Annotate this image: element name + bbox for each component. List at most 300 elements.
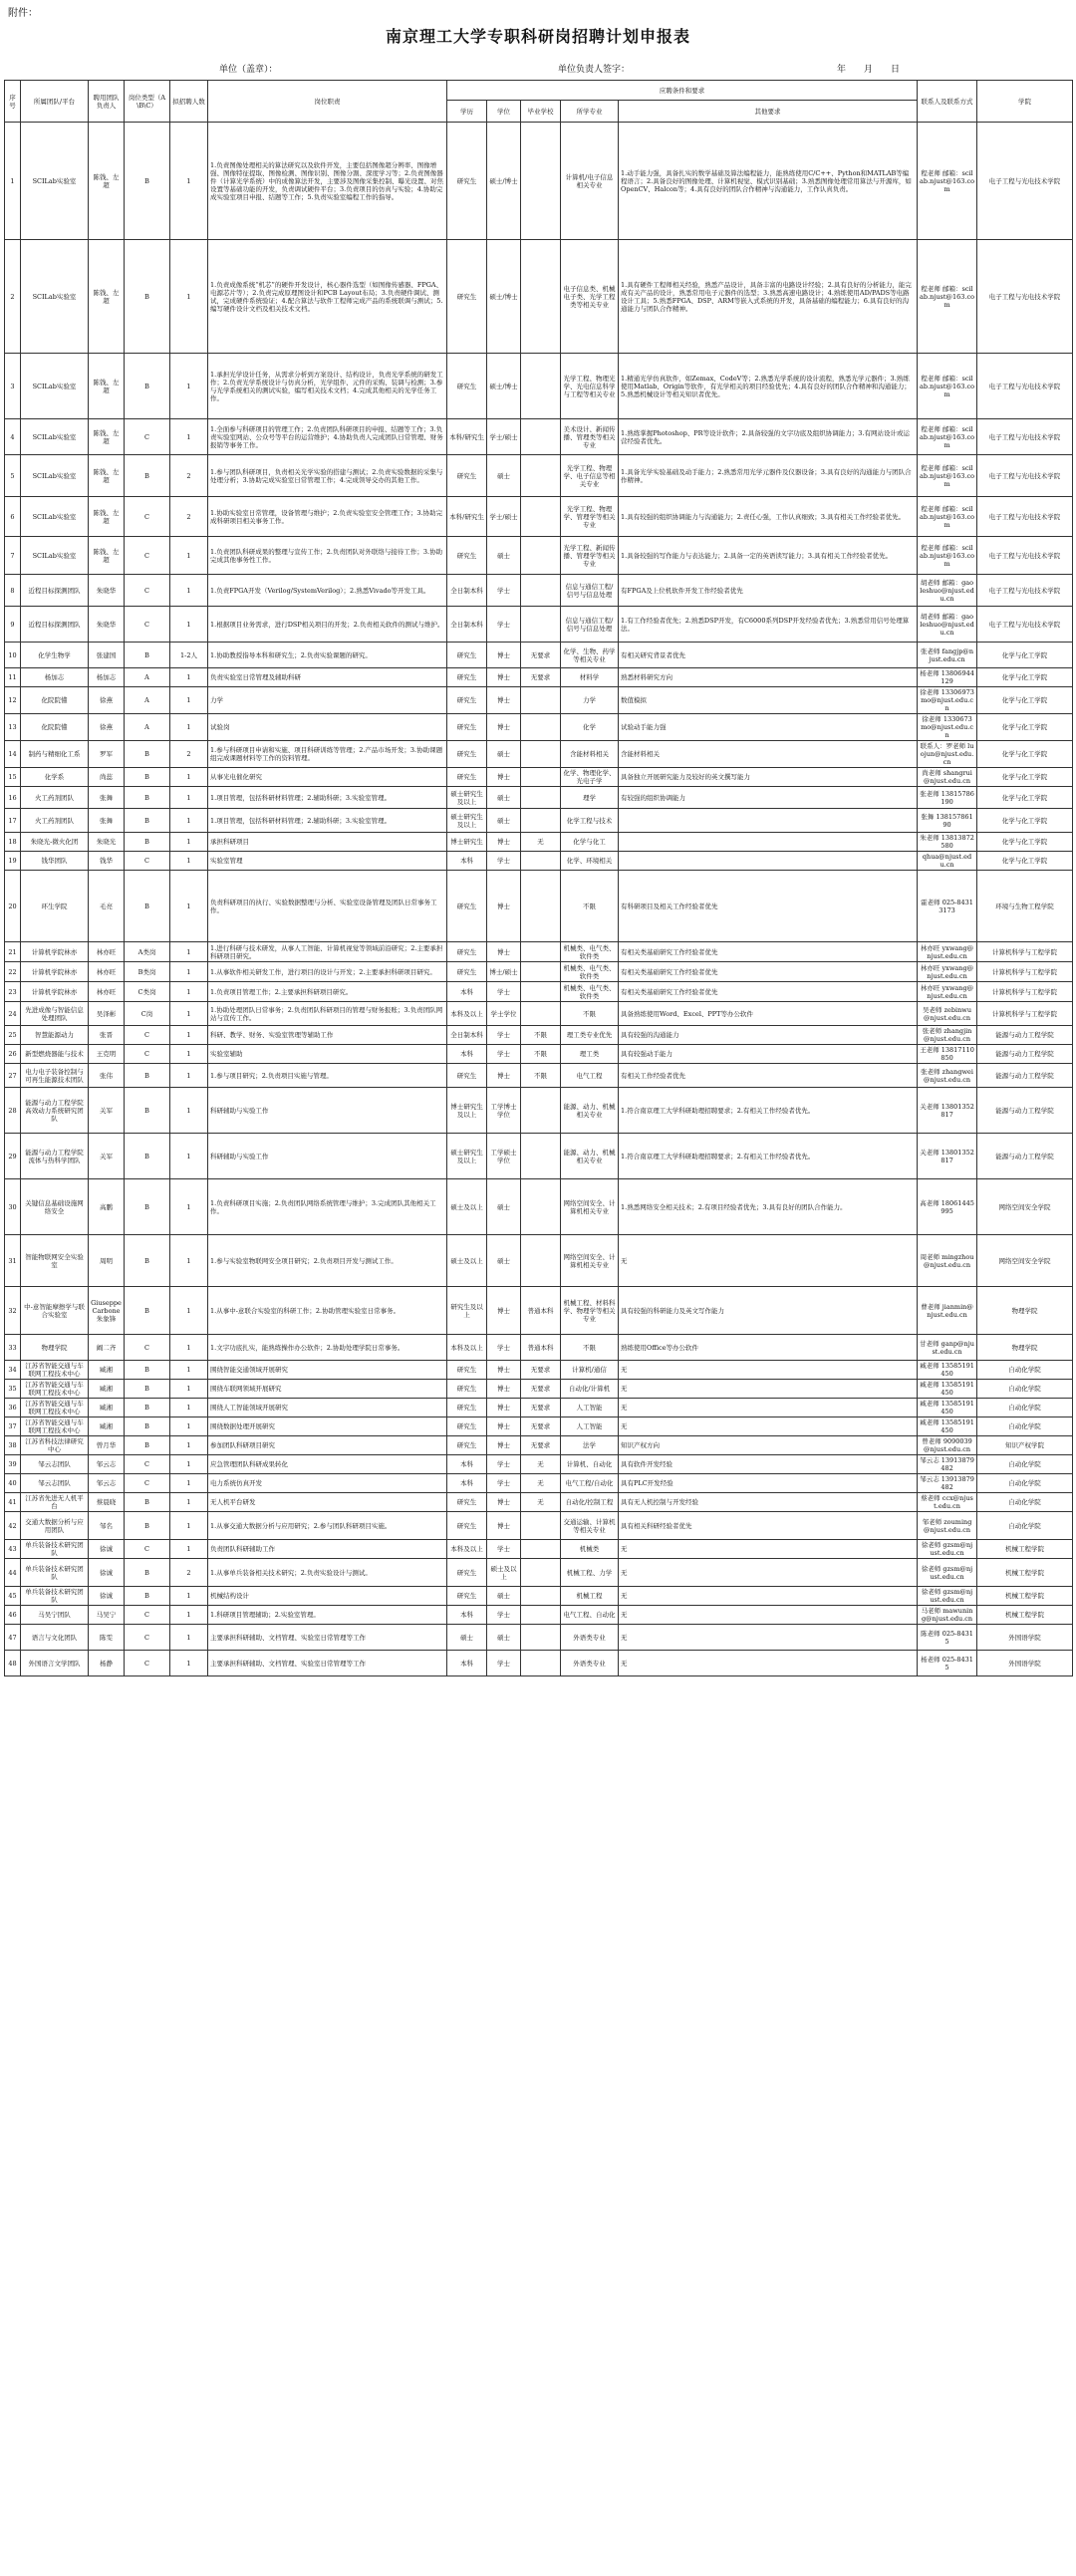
cell-college: 电子工程与光电技术学院: [977, 354, 1073, 419]
cell-count: 1: [170, 1512, 208, 1540]
cell-leader: 臧湘: [89, 1380, 125, 1399]
cell-leader: 曾月华: [89, 1436, 125, 1455]
table-row: [5, 1417, 1073, 1436]
cell-type: B: [125, 1361, 170, 1380]
cell-other: 具有较强的科研能力及英文写作能力: [619, 1287, 918, 1335]
cell-contact: 朱老师 13813872580: [918, 833, 977, 852]
cell-leader: 朱晓光: [89, 833, 125, 852]
cell-type: B: [125, 833, 170, 852]
cell-school: [521, 1134, 561, 1179]
cell-leader: 陈钱、左超: [89, 497, 125, 537]
cell-team: 江苏省智能交通与车联网工程技术中心: [21, 1399, 89, 1417]
cell-major: 光学工程、新闻传播、管理学等相关专业: [561, 537, 619, 575]
cell-type: B: [125, 1134, 170, 1179]
table-row: [5, 607, 1073, 643]
cell-major: 信息与通信工程/信号与信息处理: [561, 607, 619, 643]
cell-count: 1: [170, 714, 208, 741]
date-label: 年 月 日: [837, 65, 901, 75]
cell-contact: 林亦旺 yxwang@njust.edu.cn: [918, 962, 977, 982]
table-row: [5, 1335, 1073, 1361]
cell-major: 光学工程、物理学、电子信息等相关专业: [561, 455, 619, 497]
table-row: [5, 354, 1073, 419]
cell-leader: 张晋: [89, 1026, 125, 1045]
cell-other: 无: [619, 1625, 918, 1651]
cell-edu: 研究生: [447, 455, 487, 497]
cell-count: 1: [170, 1606, 208, 1625]
cell-team: 计算机学院林亦: [21, 962, 89, 982]
cell-school: 无要求: [521, 1399, 561, 1417]
cell-major: 人工智能: [561, 1399, 619, 1417]
cell-college: 能源与动力工程学院: [977, 1088, 1073, 1134]
cell-duty: 负责团队科研辅助工作: [208, 1540, 447, 1559]
table-row: [5, 982, 1073, 1002]
header-duty: 岗位职责: [208, 81, 447, 123]
cell-school: [521, 575, 561, 607]
cell-degree: 硕士: [487, 741, 521, 768]
cell-degree: 学士/硕士: [487, 497, 521, 537]
cell-major: 光学工程、物理学、管理学等相关专业: [561, 497, 619, 537]
cell-other: 熟悉材料研究方向: [619, 668, 918, 687]
cell-count: 1: [170, 1651, 208, 1676]
cell-school: 不限: [521, 1064, 561, 1088]
cell-team: SCILab实验室: [21, 123, 89, 240]
cell-edu: 本科: [447, 852, 487, 871]
cell-duty: 1.从事中-意联合实验室的科研工作；2.协助管理实验室日常事务。: [208, 1287, 447, 1335]
cell-no: 23: [5, 982, 21, 1002]
cell-college: 环境与生物工程学院: [977, 871, 1073, 942]
cell-no: 32: [5, 1287, 21, 1335]
table-row: [5, 833, 1073, 852]
cell-college: 自动化学院: [977, 1474, 1073, 1493]
cell-no: 34: [5, 1361, 21, 1380]
cell-other: 具有相关科研经验者优先: [619, 1512, 918, 1540]
cell-no: 28: [5, 1088, 21, 1134]
cell-school: [521, 354, 561, 419]
cell-count: 1: [170, 668, 208, 687]
table-row: [5, 942, 1073, 962]
cell-type: B: [125, 1380, 170, 1399]
cell-duty: 1.进行科研与技术研发，从事人工智能、计算机视觉等领域前沿研究；2.主要承担科研项目研究。: [208, 942, 447, 962]
cell-count: 1: [170, 687, 208, 714]
cell-team: 单兵装备技术研究团队: [21, 1559, 89, 1587]
cell-school: [521, 1235, 561, 1287]
table-row: [5, 419, 1073, 455]
cell-count: 1: [170, 1287, 208, 1335]
cell-leader: 张舞: [89, 787, 125, 809]
cell-count: 1-2人: [170, 643, 208, 668]
cell-edu: 研究生及以上: [447, 1287, 487, 1335]
cell-college: 自动化学院: [977, 1380, 1073, 1399]
cell-edu: 研究生: [447, 714, 487, 741]
cell-major: 外语类专业: [561, 1651, 619, 1676]
cell-major: 机械类、电气类、软件类: [561, 942, 619, 962]
cell-other: 有FPGA及上位机软件开发工作经验者优先: [619, 575, 918, 607]
cell-team: 智能物联网安全实验室: [21, 1235, 89, 1287]
cell-duty: 围绕人工智能领域开展研究: [208, 1399, 447, 1417]
cell-contact: 林亦旺 yxwang@njust.edu.cn: [918, 942, 977, 962]
cell-degree: 学士: [487, 575, 521, 607]
cell-edu: 全日制本科: [447, 575, 487, 607]
cell-type: B: [125, 354, 170, 419]
cell-type: C: [125, 1625, 170, 1651]
cell-contact: 臧老师 13585191450: [918, 1361, 977, 1380]
cell-edu: 本科及以上: [447, 1002, 487, 1026]
cell-team: 制药与精细化工系: [21, 741, 89, 768]
cell-major: 外语类专业: [561, 1625, 619, 1651]
cell-edu: 博士研究生及以上: [447, 1088, 487, 1134]
cell-team: 火工药剂团队: [21, 787, 89, 809]
cell-school: 无要求: [521, 668, 561, 687]
cell-count: 1: [170, 809, 208, 833]
cell-leader: 毛亮: [89, 871, 125, 942]
cell-school: 无: [521, 833, 561, 852]
cell-contact: 程老师 邮箱：scilab.njust@163.com: [918, 240, 977, 354]
cell-no: 12: [5, 687, 21, 714]
cell-contact: 程老师 邮箱：scilab.njust@163.com: [918, 123, 977, 240]
cell-type: A: [125, 668, 170, 687]
cell-count: 1: [170, 1625, 208, 1651]
cell-school: [521, 1587, 561, 1606]
cell-count: 1: [170, 1335, 208, 1361]
cell-leader: 陈雯: [89, 1625, 125, 1651]
cell-degree: 博士: [487, 1399, 521, 1417]
cell-other: 有相关类基础研究工作经验者优先: [619, 942, 918, 962]
cell-college: 外国语学院: [977, 1625, 1073, 1651]
cell-major: 机械类: [561, 1540, 619, 1559]
cell-degree: 学士: [487, 982, 521, 1002]
cell-type: C: [125, 1474, 170, 1493]
cell-major: 人工智能: [561, 1417, 619, 1436]
cell-no: 3: [5, 354, 21, 419]
cell-school: [521, 497, 561, 537]
cell-no: 1: [5, 123, 21, 240]
cell-contact: 臧老师 13585191450: [918, 1417, 977, 1436]
cell-duty: 负责实验室日常管理及辅助科研: [208, 668, 447, 687]
cell-edu: 全日制本科: [447, 607, 487, 643]
cell-no: 19: [5, 852, 21, 871]
cell-type: B: [125, 741, 170, 768]
cell-edu: 研究生: [447, 1436, 487, 1455]
cell-leader: 徐诚: [89, 1559, 125, 1587]
unit-label: 单位（盖章）：: [219, 65, 278, 75]
cell-team: SCILab实验室: [21, 455, 89, 497]
cell-type: C: [125, 1045, 170, 1064]
cell-degree: 学士: [487, 1335, 521, 1361]
cell-degree: 硕士: [487, 787, 521, 809]
cell-college: 化学与化工学院: [977, 809, 1073, 833]
cell-duty: 1.参与实验室物联网安全项目研究；2.负责项目开发与测试工作。: [208, 1235, 447, 1287]
cell-degree: 硕士: [487, 455, 521, 497]
cell-no: 22: [5, 962, 21, 982]
cell-edu: 本科及以上: [447, 1335, 487, 1361]
cell-contact: 关老师 13801352817: [918, 1088, 977, 1134]
cell-no: 9: [5, 607, 21, 643]
header-no: 序号: [5, 81, 21, 123]
cell-leader: 臧湘: [89, 1399, 125, 1417]
cell-duty: 1.负责图像处理相关的算法研究以及软件开发，主要包括图像超分辨率、图像增强、图像特征提取、图像检测、图像识别、图像分割、深度学习等；2.负责图像器件（计算光学系统）中的成像算法开发，主要涉及图像采集控制、曝光设置、对焦设置等基础功能的开发，负责调试硬件平台；3.负责项目的仿真与实验；4.协助完成实验室项目申报、结题等工作；5.负责实验室编程工作的指导。: [208, 123, 447, 240]
cell-school: [521, 1559, 561, 1587]
cell-duty: 应急管理团队科研成果转化: [208, 1455, 447, 1474]
cell-leader: 杨加志: [89, 668, 125, 687]
header-type: 岗位类型（A\B\C）: [125, 81, 170, 123]
cell-major: 美术设计、新闻传播、管理类等相关专业: [561, 419, 619, 455]
cell-no: 43: [5, 1540, 21, 1559]
cell-major: 信息与通信工程/信号与信息处理: [561, 575, 619, 607]
cell-no: 10: [5, 643, 21, 668]
table-row: [5, 1045, 1073, 1064]
cell-college: 能源与动力工程学院: [977, 1064, 1073, 1088]
cell-type: C: [125, 852, 170, 871]
cell-school: [521, 419, 561, 455]
cell-duty: 1.负责项目管理工作；2.主要承担科研项目研究。: [208, 982, 447, 1002]
cell-degree: 硕士: [487, 1235, 521, 1287]
cell-other: 1.具有较强的组织协调能力与沟通能力；2.责任心强，工作认真细致；3.具有相关工作经验者优先。: [619, 497, 918, 537]
cell-type: C: [125, 1026, 170, 1045]
cell-college: 知识产权学院: [977, 1436, 1073, 1455]
table-row: [5, 1587, 1073, 1606]
cell-type: B: [125, 1512, 170, 1540]
cell-team: 火工药剂团队: [21, 809, 89, 833]
cell-other: 具备独立开展研究能力及较好的英文撰写能力: [619, 768, 918, 787]
cell-duty: 1.参与项目研究；2.负责项目实施与管理。: [208, 1064, 447, 1088]
cell-other: 含能材料相关: [619, 741, 918, 768]
cell-major: 能源、动力、机械相关专业: [561, 1088, 619, 1134]
cell-leader: 陈钱、左超: [89, 455, 125, 497]
cell-team: 江苏省智能交通与车联网工程技术中心: [21, 1380, 89, 1399]
cell-other: 无: [619, 1235, 918, 1287]
cell-edu: 本科: [447, 1606, 487, 1625]
cell-duty: 参加团队科研项目研究: [208, 1436, 447, 1455]
cell-type: C: [125, 419, 170, 455]
table-row: [5, 643, 1073, 668]
cell-other: 1.熟练掌握Photoshop、PR等设计软件；2.具备较强的文字功底及组织协调能力；3.有网站设计或运营经验者优先。: [619, 419, 918, 455]
cell-school: [521, 1606, 561, 1625]
cell-major: 计算机/通信: [561, 1361, 619, 1380]
cell-contact: 张舞 13815786190: [918, 809, 977, 833]
cell-no: 38: [5, 1436, 21, 1455]
cell-edu: 研究生: [447, 687, 487, 714]
cell-other: 1.精通光学仿真软件，如Zemax、CodeV等；2.熟悉光学系统的设计流程，熟悉光学元器件；3.熟练使用Matlab、Origin等软件，有光学相关的项目经验优先；4.具有良好的团队合作精神和沟通能力；5.熟悉机械设计等相关知识者优先。: [619, 354, 918, 419]
cell-contact: 尚老师 shangrui@njust.edu.cn: [918, 768, 977, 787]
cell-edu: 本科/研究生: [447, 497, 487, 537]
cell-major: 机械工程、材料科学、物理学等相关专业: [561, 1287, 619, 1335]
cell-degree: 学士: [487, 1651, 521, 1676]
cell-edu: 硕士: [447, 1625, 487, 1651]
cell-major: 自动化/控制工程: [561, 1493, 619, 1512]
cell-school: 不限: [521, 1045, 561, 1064]
cell-school: 无要求: [521, 1417, 561, 1436]
cell-duty: 主要承担科研辅助、文档管理、实验室日常管理等工作: [208, 1651, 447, 1676]
cell-school: 无要求: [521, 1380, 561, 1399]
cell-type: C: [125, 607, 170, 643]
cell-edu: 本科/研究生: [447, 419, 487, 455]
cell-contact: 王老师 13817110850: [918, 1045, 977, 1064]
table-row: [5, 1436, 1073, 1455]
cell-no: 36: [5, 1399, 21, 1417]
cell-duty: 电力系统仿真开发: [208, 1474, 447, 1493]
cell-no: 4: [5, 419, 21, 455]
cell-team: 能源与动力工程学院高效动力系统研究团队: [21, 1088, 89, 1134]
cell-other: 有相关类基础研究工作经验者优先: [619, 982, 918, 1002]
cell-degree: 博士: [487, 1417, 521, 1436]
cell-contact: 邹老师 zouming@njust.edu.cn: [918, 1512, 977, 1540]
cell-school: [521, 787, 561, 809]
cell-college: 电子工程与光电技术学院: [977, 123, 1073, 240]
cell-contact: 程老师 邮箱：scilab.njust@163.com: [918, 537, 977, 575]
cell-contact: 张老师 zhangjin@njust.edu.cn: [918, 1026, 977, 1045]
header-conditions: 应聘条件和要求: [447, 81, 918, 101]
cell-count: 1: [170, 419, 208, 455]
cell-count: 1: [170, 123, 208, 240]
cell-school: [521, 240, 561, 354]
cell-degree: 博士: [487, 714, 521, 741]
cell-no: 7: [5, 537, 21, 575]
cell-leader: 林亦旺: [89, 962, 125, 982]
cell-college: 计算机科学与工程学院: [977, 942, 1073, 962]
cell-duty: 实验室辅助: [208, 1045, 447, 1064]
cell-duty: 力学: [208, 687, 447, 714]
cell-contact: 陈老师 025-84315: [918, 1625, 977, 1651]
cell-leader: 邹云志: [89, 1455, 125, 1474]
cell-contact: 徐老师 1330673mo@njust.edu.cn: [918, 714, 977, 741]
cell-other: [619, 852, 918, 871]
cell-type: C: [125, 1335, 170, 1361]
cell-no: 15: [5, 768, 21, 787]
cell-major: 力学: [561, 687, 619, 714]
cell-team: 智慧能源动力: [21, 1026, 89, 1045]
cell-school: 无: [521, 1493, 561, 1512]
cell-count: 1: [170, 240, 208, 354]
cell-major: 材料学: [561, 668, 619, 687]
cell-type: B: [125, 1179, 170, 1235]
cell-major: 化学与化工: [561, 833, 619, 852]
cell-team: 邹云志团队: [21, 1455, 89, 1474]
cell-no: 29: [5, 1134, 21, 1179]
cell-no: 20: [5, 871, 21, 942]
cell-type: B: [125, 1287, 170, 1335]
table-row: [5, 1493, 1073, 1512]
cell-team: 能源与动力工程学院流体与热科学团队: [21, 1134, 89, 1179]
cell-college: 化学与化工学院: [977, 643, 1073, 668]
cell-leader: 林亦旺: [89, 982, 125, 1002]
cell-team: 化院院懂: [21, 687, 89, 714]
cell-duty: 实验室管理: [208, 852, 447, 871]
cell-duty: 主要承担科研辅助、文档管理、实验室日常管理等工作: [208, 1625, 447, 1651]
cell-duty: 科研辅助与实验工作: [208, 1134, 447, 1179]
table-row: [5, 1235, 1073, 1287]
cell-college: 电子工程与光电技术学院: [977, 497, 1073, 537]
cell-school: [521, 1540, 561, 1559]
cell-count: 2: [170, 1559, 208, 1587]
cell-major: 交通运输、计算机等相关专业: [561, 1512, 619, 1540]
cell-count: 1: [170, 607, 208, 643]
cell-school: [521, 455, 561, 497]
cell-contact: 马老师 mawuning@njust.edu.cn: [918, 1606, 977, 1625]
cell-leader: 钱华: [89, 852, 125, 871]
cell-no: 24: [5, 1002, 21, 1026]
cell-school: 普通本科: [521, 1287, 561, 1335]
cell-school: [521, 1651, 561, 1676]
cell-count: 1: [170, 1380, 208, 1399]
cell-team: SCILab实验室: [21, 419, 89, 455]
cell-college: 自动化学院: [977, 1493, 1073, 1512]
cell-edu: 研究生: [447, 1380, 487, 1399]
cell-edu: 研究生: [447, 1399, 487, 1417]
cell-team: SCILab实验室: [21, 240, 89, 354]
cell-team: 江苏省智能交通与车联网工程技术中心: [21, 1417, 89, 1436]
table-row: [5, 1064, 1073, 1088]
cell-contact: 徐老师 13306973mo@njust.edu.cn: [918, 687, 977, 714]
cell-college: 电子工程与光电技术学院: [977, 240, 1073, 354]
cell-contact: 邹云志 13913879482: [918, 1455, 977, 1474]
cell-team: 单兵装备技术研究团队: [21, 1540, 89, 1559]
cell-duty: 1.负责FPGA开发（Verilog/SystemVerilog）；2.熟悉Vivado等开发工具。: [208, 575, 447, 607]
table-row: [5, 1380, 1073, 1399]
cell-degree: 硕士: [487, 809, 521, 833]
cell-leader: 徐燕: [89, 687, 125, 714]
cell-school: [521, 942, 561, 962]
cell-college: 物理学院: [977, 1335, 1073, 1361]
cell-school: [521, 741, 561, 768]
cell-school: [521, 537, 561, 575]
cell-contact: 程老师 邮箱：scilab.njust@163.com: [918, 455, 977, 497]
cell-type: C: [125, 1540, 170, 1559]
cell-type: B: [125, 809, 170, 833]
cell-contact: 甘老师 ganp@njust.edu.cn: [918, 1335, 977, 1361]
cell-degree: 学士: [487, 852, 521, 871]
cell-major: 理工类专业优先: [561, 1026, 619, 1045]
cell-other: 具备熟练使用Word、Excel、PPT等办公软件: [619, 1002, 918, 1026]
cell-duty: 无人机平台研发: [208, 1493, 447, 1512]
cell-other: 无: [619, 1399, 918, 1417]
cell-duty: 1.负责团队科研成果的整理与宣传工作；2.负责团队对外联络与接待工作；3.协助完成其他事务性工作。: [208, 537, 447, 575]
cell-leader: 臧湘: [89, 1417, 125, 1436]
cell-school: 无要求: [521, 1361, 561, 1380]
cell-duty: 1.文字功底扎实，能熟练操作办公软件；2.协助处理学院日常事务。: [208, 1335, 447, 1361]
cell-degree: 硕士: [487, 1179, 521, 1235]
cell-major: 电气工程/自动化: [561, 1474, 619, 1493]
cell-no: 2: [5, 240, 21, 354]
cell-other: 无: [619, 1651, 918, 1676]
cell-contact: 程老师 邮箱：scilab.njust@163.com: [918, 419, 977, 455]
cell-college: 电子工程与光电技术学院: [977, 575, 1073, 607]
cell-type: B: [125, 787, 170, 809]
cell-count: 1: [170, 787, 208, 809]
cell-duty: 1.从事单兵装备相关技术研究；2.负责实验设计与测试。: [208, 1559, 447, 1587]
cell-count: 1: [170, 1045, 208, 1064]
cell-team: 邹云志团队: [21, 1474, 89, 1493]
cell-type: B: [125, 1088, 170, 1134]
cell-leader: 关军: [89, 1088, 125, 1134]
cell-edu: 研究生: [447, 768, 487, 787]
cell-other: 1.动手能力强，具备扎实的数学基础及算法编程能力，能熟练使用C/C++、Python和MATLAB等编程语言；2.具备良好的图像处理、计算机视觉、模式识别基础；3.熟悉图像处理常用算法与开源库，如OpenCV、Halcon等；4.具有良好的团队合作精神与沟通能力，工作认真负责。: [619, 123, 918, 240]
cell-other: 1.具备较强的写作能力与表达能力；2.具备一定的英语读写能力；3.具有相关工作经验者优先。: [619, 537, 918, 575]
cell-team: 物理学院: [21, 1335, 89, 1361]
cell-count: 1: [170, 962, 208, 982]
cell-duty: 1.负责成像系统“机芯”的硬件开发设计，核心器件选型（如图像传感器、FPGA、电源芯片等）；2.负责完成原理图设计和PCB Layout布局；3.负责硬件调试、测试，完成硬件系统验证；4.配合算法与软件工程师完成产品的系统联调与测试；5.编写硬件设计文档及相关技术文档。: [208, 240, 447, 354]
cell-other: 1.熟悉网络安全相关技术；2.有项目经验者优先；3.具有良好的团队合作能力。: [619, 1179, 918, 1235]
cell-school: 无要求: [521, 1436, 561, 1455]
cell-count: 1: [170, 1088, 208, 1134]
cell-no: 35: [5, 1380, 21, 1399]
cell-team: 外国语言文学团队: [21, 1651, 89, 1676]
cell-no: 14: [5, 741, 21, 768]
cell-other: 数值模拟: [619, 687, 918, 714]
cell-college: 电子工程与光电技术学院: [977, 455, 1073, 497]
cell-school: [521, 982, 561, 1002]
table-row: [5, 787, 1073, 809]
cell-degree: 学士: [487, 1540, 521, 1559]
